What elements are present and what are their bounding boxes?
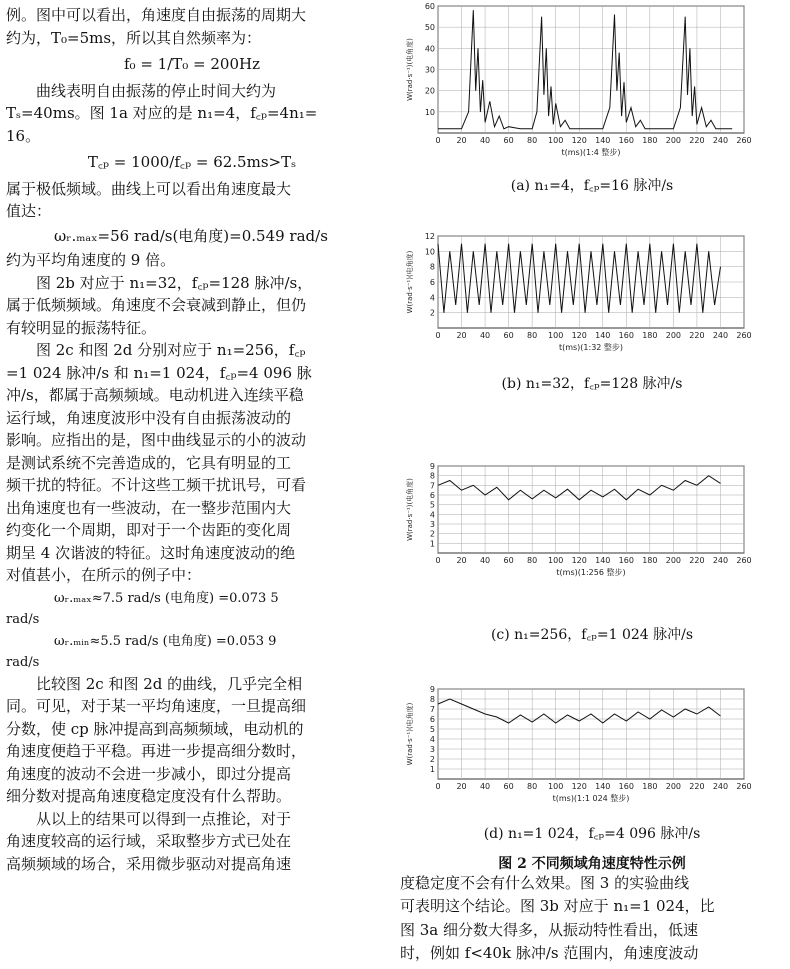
y-tick-label: 5 (429, 500, 435, 510)
equation-wr-min: ωᵣ.ₘᵢₙ≈5.5 rad/s (电角度) =0.053 9 (54, 633, 277, 649)
x-tick-label: 60 (503, 556, 514, 565)
body-line: 时，例如 f<40k 脉冲/s 范围内，角速度波动 (400, 943, 699, 962)
body-line: 有较明显的振荡特征。 (6, 318, 157, 337)
plot-frame (438, 689, 744, 779)
x-tick-label: 100 (548, 136, 564, 145)
body-line: 曲线表明自由振荡的停止时间大约为 (36, 81, 277, 100)
x-tick-label: 20 (456, 782, 467, 791)
equation-wmax: ωᵣ.ₘₐₓ=56 rad/s(电角度)=0.549 rad/s (54, 226, 328, 245)
x-tick-label: 100 (548, 331, 564, 340)
x-tick-label: 200 (665, 782, 682, 791)
y-tick-label: 1 (429, 765, 435, 774)
y-tick-label: 4 (429, 510, 435, 520)
y-tick-label: 8 (429, 695, 435, 704)
body-line: 约为，T₀=5ms，所以其自然频率为： (6, 28, 262, 47)
body-line: 冲/s，都属于高频频域。电动机进入连续平稳 (6, 386, 304, 404)
body-line: 图 2c 和图 2d 分别对应于 n₁=256，f꜀ₚ (36, 341, 306, 359)
body-line: 从以上的结果可以得到一点推论，对于 (36, 809, 292, 828)
y-tick-label: 2 (429, 308, 435, 318)
y-tick-label: 7 (429, 705, 435, 714)
x-tick-label: 0 (435, 782, 441, 791)
subplot-a-caption: (a) n₁=4，f꜀ₚ=16 脉冲/s (510, 178, 674, 194)
x-tick-label: 120 (571, 136, 587, 145)
subplot-c-chart (400, 462, 784, 587)
x-tick-label: 160 (618, 556, 634, 565)
x-tick-label: 20 (456, 331, 467, 340)
y-tick-label: 40 (424, 44, 435, 54)
body-line: 同。可见，对于某一平均角速度，一旦提高细 (6, 697, 307, 715)
subplot-a-chart (400, 2, 784, 167)
equation-wr-max: ωᵣ.ₘₐₓ≈7.5 rad/s (电角度) =0.073 5 (54, 590, 279, 606)
y-tick-label: 4 (429, 293, 435, 303)
x-tick-label: 100 (548, 556, 564, 565)
y-tick-label: 2 (429, 755, 435, 764)
left-column (6, 4, 378, 875)
plot-frame (438, 466, 744, 553)
body-line: 角速度便趋于平稳。再进一步提高细分数时， (6, 742, 307, 760)
body-line: 细分数对提高角速度稳定度没有什么帮助。 (6, 787, 292, 805)
x-tick-label: 40 (479, 331, 491, 340)
y-tick-label: 6 (429, 491, 435, 500)
x-tick-label: 180 (642, 136, 658, 145)
x-tick-label: 200 (665, 331, 682, 340)
y-tick-label: 4 (429, 735, 435, 744)
x-tick-label: 60 (503, 136, 514, 145)
x-tick-label: 220 (689, 331, 705, 340)
x-tick-label: 260 (736, 782, 752, 791)
x-tick-label: 100 (548, 782, 564, 791)
x-tick-label: 120 (571, 331, 587, 340)
body-line: 出角速度也有一些波动，在一整步范围内大 (6, 498, 292, 517)
x-axis-label: t(ms)(1:32 整步) (558, 343, 624, 352)
y-tick-label: 12 (424, 232, 435, 241)
x-tick-label: 160 (618, 331, 634, 340)
body-line: 频干扰的特征。不计这些工频干扰讯号，可看 (6, 476, 307, 494)
body-line: 度稳定度不会有什么效果。图 3 的实验曲线 (400, 874, 690, 892)
equation-unit: rad/s (6, 655, 40, 670)
x-tick-label: 140 (595, 782, 611, 791)
body-line: 属于极低频域。曲线上可以看出角速度最大 (6, 179, 292, 198)
body-line: 约变化一个周期，即对于一个齿距的变化周 (6, 521, 292, 539)
y-tick-label: 8 (429, 471, 435, 481)
equation-tcp: T꜀ₚ = 1000/f꜀ₚ = 62.5ms>Tₛ (87, 153, 297, 171)
y-tick-label: 6 (429, 278, 435, 287)
y-tick-label: 50 (424, 23, 435, 33)
body-line: 影响。应指出的是，图中曲线显示的小的波动 (6, 431, 307, 449)
x-axis-label: t(ms)(1:4 整步) (561, 148, 621, 157)
x-tick-label: 40 (479, 556, 491, 565)
body-line: 值达： (6, 202, 52, 220)
body-line: 对值甚小，在所示的例子中： (6, 566, 202, 584)
subplot-c-caption: (c) n₁=256，f꜀ₚ=1 024 脉冲/s (490, 627, 694, 643)
body-line: 可表明这个结论。图 3b 对应于 n₁=1 024，比 (400, 897, 715, 916)
x-tick-label: 140 (595, 136, 611, 145)
x-tick-label: 80 (527, 136, 538, 145)
body-line: 属于低频频域。角速度不会衰减到静止，但仍 (6, 296, 307, 314)
y-tick-label: 2 (429, 529, 435, 539)
body-line: 16。 (6, 126, 41, 145)
x-tick-label: 220 (689, 782, 705, 791)
body-line: Tₛ=40ms。图 1a 对应的是 n₁=4，f꜀ₚ=4n₁= (6, 104, 318, 122)
x-tick-label: 80 (527, 556, 538, 565)
x-tick-label: 200 (665, 136, 682, 145)
x-tick-label: 260 (736, 331, 752, 340)
body-line: 图 2b 对应于 n₁=32，f꜀ₚ=128 脉冲/s， (36, 273, 313, 292)
x-tick-label: 180 (642, 331, 658, 340)
body-line: 比较图 2c 和图 2d 的曲线，几乎完全相 (36, 674, 303, 693)
x-tick-label: 0 (435, 136, 441, 145)
subplot-d-caption: (d) n₁=1 024，f꜀ₚ=4 096 脉冲/s (483, 826, 701, 842)
y-tick-label: 10 (424, 247, 435, 257)
y-tick-label: 30 (424, 65, 435, 75)
body-line: =1 024 脉冲/s 和 n₁=1 024，f꜀ₚ=4 096 脉 (6, 363, 312, 382)
x-tick-label: 240 (712, 331, 729, 340)
y-axis-label: W(rad·s⁻¹)(电角度) (406, 250, 414, 314)
x-tick-label: 180 (642, 782, 658, 791)
y-tick-label: 1 (429, 539, 435, 549)
x-tick-label: 20 (456, 136, 467, 145)
y-tick-label: 60 (424, 2, 435, 11)
y-axis-label: W(rad·s⁻¹)(电角度) (406, 38, 414, 101)
body-line: 高频频域的场合，采用微步驱动对提高角速 (6, 854, 292, 873)
body-line: 角速度较高的运行域，采取整步方式已处在 (6, 832, 292, 850)
body-line: 期呈 4 次谐波的特征。这时角速度波动的绝 (6, 543, 296, 562)
equation-unit: rad/s (6, 612, 40, 627)
body-line: 例。图中可以看出，角速度自由振荡的周期大 (6, 6, 307, 24)
y-tick-label: 7 (429, 481, 435, 491)
body-line: 运行域，角速度波形中没有自由振荡波动的 (6, 408, 292, 427)
body-line: 分数，使 cp 脉冲提高到高频频域，电动机的 (6, 719, 304, 738)
figure-caption: 图 2 不同频域角速度特性示例 (498, 856, 686, 872)
x-tick-label: 220 (689, 556, 705, 565)
y-tick-label: 9 (429, 685, 435, 694)
right-column-text (400, 872, 784, 965)
body-line: 图 3a 细分数大得多，从振动特性看出，低速 (400, 920, 699, 939)
subplot-b-caption: (b) n₁=32，f꜀ₚ=128 脉冲/s (501, 376, 683, 392)
x-axis-label: t(ms)(1:1 024 整步) (552, 794, 630, 803)
y-tick-label: 9 (429, 462, 435, 471)
x-tick-label: 260 (736, 136, 752, 145)
x-axis-label: t(ms)(1:256 整步) (556, 568, 626, 577)
y-tick-label: 5 (429, 725, 435, 734)
x-tick-label: 80 (527, 782, 538, 791)
y-tick-label: 3 (429, 745, 435, 754)
x-tick-label: 0 (435, 556, 441, 565)
x-tick-label: 240 (712, 556, 729, 565)
x-tick-label: 160 (618, 136, 634, 145)
x-tick-label: 80 (527, 331, 538, 340)
x-tick-label: 60 (503, 331, 514, 340)
x-tick-label: 240 (712, 136, 729, 145)
x-tick-label: 120 (571, 782, 587, 791)
y-tick-label: 3 (429, 520, 435, 529)
equation-natural-frequency: f₀ = 1/T₀ = 200Hz (123, 55, 260, 73)
x-tick-label: 160 (618, 782, 634, 791)
y-tick-label: 8 (429, 262, 435, 272)
y-tick-label: 6 (429, 715, 435, 724)
body-line: 角速度的波动不会进一步减小，即过分提高 (6, 764, 292, 783)
x-tick-label: 200 (665, 556, 682, 565)
y-tick-label: 20 (424, 86, 435, 96)
x-tick-label: 260 (736, 556, 752, 565)
y-tick-label: 10 (424, 107, 435, 117)
x-tick-label: 180 (642, 556, 658, 565)
x-tick-label: 220 (689, 136, 705, 145)
x-tick-label: 40 (479, 136, 491, 145)
subplot-b-chart (400, 232, 784, 362)
y-axis-label: W(rad·s⁻¹)(电角度) (406, 702, 414, 766)
x-tick-label: 140 (595, 556, 611, 565)
subplot-d-chart (400, 685, 784, 813)
body-line: 是测试系统不完善造成的，它具有明显的工 (6, 453, 292, 472)
body-line: 约为平均角速度的 9 倍。 (6, 251, 176, 269)
x-tick-label: 0 (435, 331, 441, 340)
x-tick-label: 20 (456, 556, 467, 565)
x-tick-label: 60 (503, 782, 514, 791)
x-tick-label: 140 (595, 331, 611, 340)
x-tick-label: 120 (571, 556, 587, 565)
x-tick-label: 40 (479, 782, 491, 791)
x-tick-label: 240 (712, 782, 729, 791)
y-axis-label: W(rad·s⁻¹)(电角度) (406, 478, 414, 541)
